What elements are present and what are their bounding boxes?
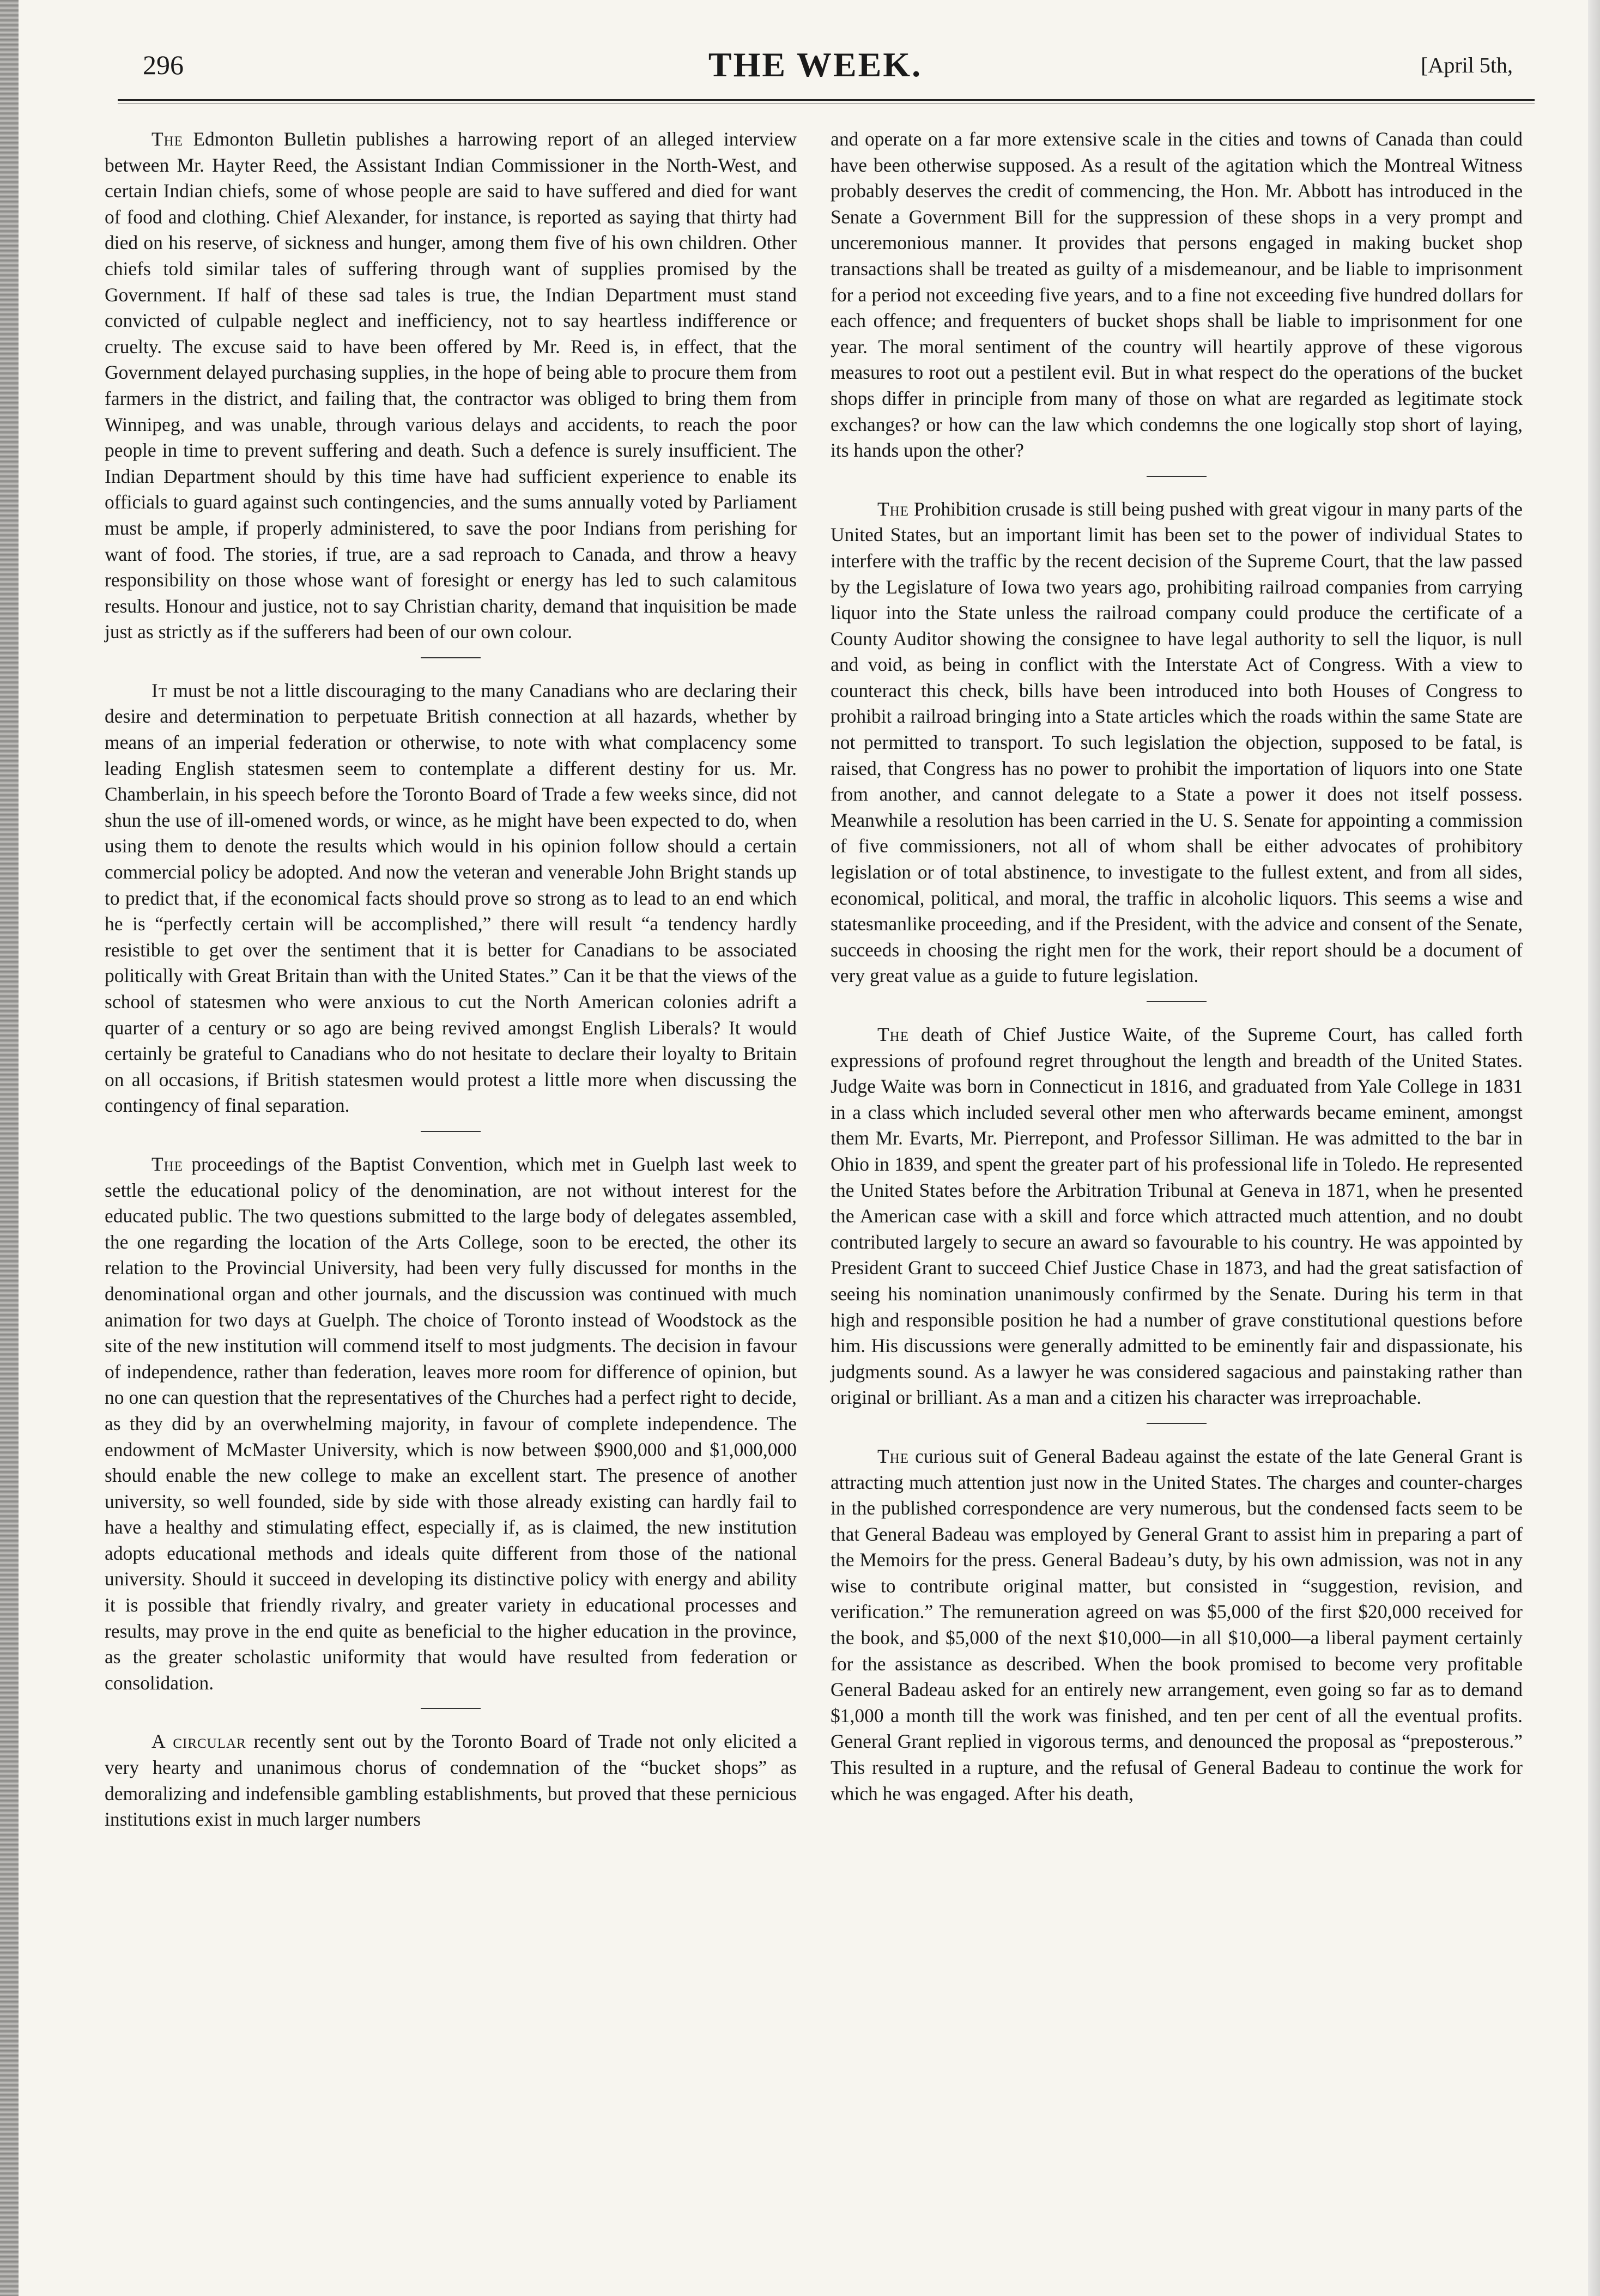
- publication-title: THE WEEK.: [708, 45, 923, 84]
- article-lead: The: [151, 1153, 184, 1175]
- article-badeau: [831, 1444, 1523, 1807]
- article-edmonton: [105, 126, 797, 645]
- article-body: and operate on a far more extensive scale in the cities and towns of Canada than could have been otherwise supposed. As a result of the agitation which the Montreal Witness probably deserves the credit of commencing, the Hon. Mr. Abbott has introduced in the Senate a Government Bill for the suppression of these shops in a very prompt and unceremonious manner. It provides that persons engaged in making bucket shop transactions shall be treated as guilty of a misdemeanour, and be liable to imprisonment for a period not exceeding five years, and to a fine not exceeding five hundred dollars for each offence; and frequenters of bucket shops shall be liable to imprisonment for one year. The moral sentiment of the country will heartily approve of these vigorous measures to root out a pestilent evil. But in what respect do the operations of the bucket shops differ in principle from many of those on what are regarded as legitimate stock exchanges? or how can the law which condemns the one logically stop short of laying, its hands upon the other?: [831, 128, 1523, 462]
- article-lead: The: [877, 1445, 910, 1467]
- article-imperial: [105, 678, 797, 1119]
- article-lead: The: [877, 1023, 910, 1045]
- masthead: [96, 39, 1535, 105]
- article-lead: The: [151, 128, 184, 150]
- article-baptist: [105, 1152, 797, 1696]
- article-body: death of Chief Justice Waite, of the Supreme Court, has called forth expressions of profound regret throughout the length and breadth of the United States. Judge Waite was born in Connecticut in 1816, and graduated from Yale College in 1831 in a class which included several other men who afterwards became eminent, amongst them Mr. Evarts, Mr. Pierrepont, and Professor Silliman. He was admitted to the bar in Ohio in 1839, and spent the greater part of his professional life in Toledo. He represented the United States before the Arbitration Tribunal at Geneva in 1871, when he presented the American case with a skill and force which attracted much attention, and no doubt contributed largely to secure an award so favourable to his country. He was appointed by President Grant to succeed Chief Justice Chase in 1873, and had the great satisfaction of seeing his nomination unanimously confirmed by the Senate. During his term in that high and responsible position he had a number of grave constitutional questions before him. His discussions were generally admitted to be eminently fair and dispassionate, his judgments sound. As a lawyer he was considered sagacious and painstaking rather than original or brilliant. As a man and a citizen his character was irreproachable.: [831, 1023, 1523, 1409]
- column-left: [105, 126, 797, 1833]
- column-right: [831, 126, 1523, 1807]
- newspaper-page: [96, 39, 1535, 2279]
- article-body: Prohibition crusade is still being pushed with great vigour in many parts of the United States, but an important limit has been set to the power of individual States to interfere with the traffic by the recent decision of the Supreme Court, that the law passed by the Legislature of Iowa two years ago, prohibiting railroad companies from carrying liquor into the State unless the railroad company could produce the certificate of a County Auditor showing the consignee to have legal authority to sell the liquor, is null and void, as being in conflict with the Interstate Act of Congress. With a view to counteract this check, bills have been introduced into both Houses of Congress to prohibit a railroad bringing into a State articles which the roads within the same State are not permitted to transport. To such legislation the objection, supposed to be fatal, is raised, that Congress has no power to prohibit the importation of liquors into one State from another, and cannot delegate to a State a power it does not itself possess. Meanwhile a resolution has been carried in the U. S. Senate for appointing a commission of five commissioners, not all of whom shall be either advocates of prohibitory legislation or of total abstinence, to investigate to the fullest extent, and from all sides, economical, political, and moral, the traffic in alcoholic liquors. This seems a wise and statesmanlike proceeding, and if the President, with the advice and consent of the Senate, succeeds in choosing the right men for the work, their report should be a document of very great value as a guide to future legislation.: [831, 498, 1523, 987]
- article-separator: [1147, 1423, 1207, 1424]
- article-body: recently sent out by the Toronto Board of Trade not only elicited a very hearty and unanimous chorus of condemnation of the “bucket shops” as demoralizing and indefensible gambling establishments, but proved that these pernicious institutions exist in much larger numbers: [105, 1730, 797, 1831]
- article-body: must be not a little discouraging to the many Canadians who are declaring their desire and determination to perpetuate British connection at all hazards, whether by means of an imperial federation or otherwise, to note with what complacency some leading English statesmen seem to contemplate a different destiny for us. Mr. Chamberlain, in his speech before the Toronto Board of Trade a few weeks since, did not shun the use of ill-omened words, or wince, as he might have been expected to do, when using them to denote the results which would in his opinion follow should a certain commercial policy be adopted. And now the veteran and venerable John Bright stands up to predict that, if the economical facts should prove so strong as to lead to an end which he is “perfectly certain will be accomplished,” there will result “a tendency hardly resistible to get over the sentiment that it is better for Canadians to be associated politically with Great Britain than with the United States.” Can it be that the views of the school of statesmen who were anxious to cut the North American colonies adrift a quarter of a century or so ago are being revived amongst English Liberals? It would certainly be grateful to Canadians who do not hesitate to declare their loyalty to Britain on all occasions, if British statesmen would protest a little more when discussing the contingency of final separation.: [105, 679, 797, 1117]
- article-separator: [421, 1708, 481, 1709]
- page-number: 296: [143, 50, 184, 80]
- article-separator: [1147, 1001, 1207, 1002]
- article-lead: It: [151, 679, 168, 701]
- issue-date: [April 5th,: [1421, 53, 1513, 77]
- article-body: Edmonton Bulletin publishes a harrowing report of an alleged interview between Mr. Hayter Reed, the Assistant Indian Commissioner in the North-West, and certain Indian chiefs, some of whose people are said to have suffered and died for want of food and clothing. Chief Alexander, for instance, is reported as saying that thirty had died on his reserve, of sickness and hunger, among them five of his own children. Other chiefs told similar tales of suffering through want of supplies promised by the Government. If half of these sad tales is true, the Indian Department must stand convicted of culpable neglect and inefficiency, not to say heartless indifference or cruelty. The excuse said to have been offered by Mr. Reed is, in effect, that the Government delayed purchasing supplies, in the hope of being able to procure them from farmers in the district, and failing that, the contractor was obliged to bring them from Winnipeg, and was unable, through various delays and accidents, to reach the poor people in time to prevent suffering and death. Such a defence is surely insufficient. The Indian Department should by this time have had sufficient experience to enable its officials to guard against such contingencies, and the sums annually voted by Parliament must be ample, if properly administered, to save the poor Indians from perishing for want of food. The stories, if true, are a sad reproach to Canada, and throw a heavy responsibility on those whose want of foresight or energy has led to such calamitous results. Honour and justice, not to say Christian charity, demand that inquisition be made just as strictly as if the sufferers had been of our own colour.: [105, 128, 797, 643]
- article-prohibition: [831, 496, 1523, 989]
- article-separator: [421, 657, 481, 658]
- scan-edge-right: [1588, 0, 1600, 2296]
- header-rule: [118, 99, 1535, 101]
- article-waite: [831, 1022, 1523, 1411]
- article-bucket-shops: [105, 1729, 797, 1832]
- article-lead: The: [877, 498, 910, 520]
- article-body: proceedings of the Baptist Convention, which met in Guelph last week to settle the educational policy of the denomination, are not without interest for the educated public. The two questions submitted to the large body of delegates assembled, the one regarding the location of the Arts College, soon to be erected, the other its relation to the Provincial University, had been very fully discussed for months in the denominational organ and other journals, and the discussion was continued with much animation for two days at Guelph. The choice of Toronto instead of Woodstock as the site of the new institution will commend itself to most judgments. The decision in favour of independence, rather than federation, leaves more room for difference of opinion, but no one can question that the representatives of the Churches had a perfect right to decide, as they did by an overwhelming majority, in favour of complete independence. The endowment of McMaster University, which is now between $900,000 and $1,000,000 should enable the new college to make an excellent start. The presence of another university, so well founded, side by side with those already existing can hardly fail to have a healthy and stimulating effect, especially if, as is claimed, the new institution adopts educational methods and ideals quite different from those of the national university. Should it succeed in developing its distinctive policy with energy and ability it is possible that friendly rivalry, and greater variety in educational processes and results, may prove in the end quite as beneficial to the higher education in the province, as the greater scholastic uniformity that would have resulted from federation or consolidation.: [105, 1153, 797, 1694]
- scan-edge-left: [0, 0, 19, 2296]
- article-separator: [421, 1131, 481, 1132]
- article-bucket-shops-continued: [831, 126, 1523, 464]
- article-body: curious suit of General Badeau against the estate of the late General Grant is attracting much attention just now in the United States. The charges and counter-charges in the published correspondence are very numerous, but the condensed facts seem to be that General Badeau was employed by General Grant to assist him in preparing a part of the Memoirs for the press. General Badeau’s duty, by his own admission, was not in any wise to contribute original matter, but consisted in “suggestion, revision, and verification.” The remuneration agreed on was $5,000 of the first $20,000 received for the book, and $5,000 of the next $10,000—in all $10,000—a liberal payment certainly for the assistance as described. When the book promised to become very profitable General Badeau asked for an entirely new arrangement, even going so far as to demand $1,000 a month till the work was finished, and ten per cent of all the eventual profits. General Grant replied in vigorous terms, and denounced the proposal as “preposterous.” This resulted in a rupture, and the refusal of General Badeau to continue the work for which he was engaged. After his death,: [831, 1445, 1523, 1804]
- article-separator: [1147, 476, 1207, 477]
- article-lead: A circular: [151, 1730, 246, 1753]
